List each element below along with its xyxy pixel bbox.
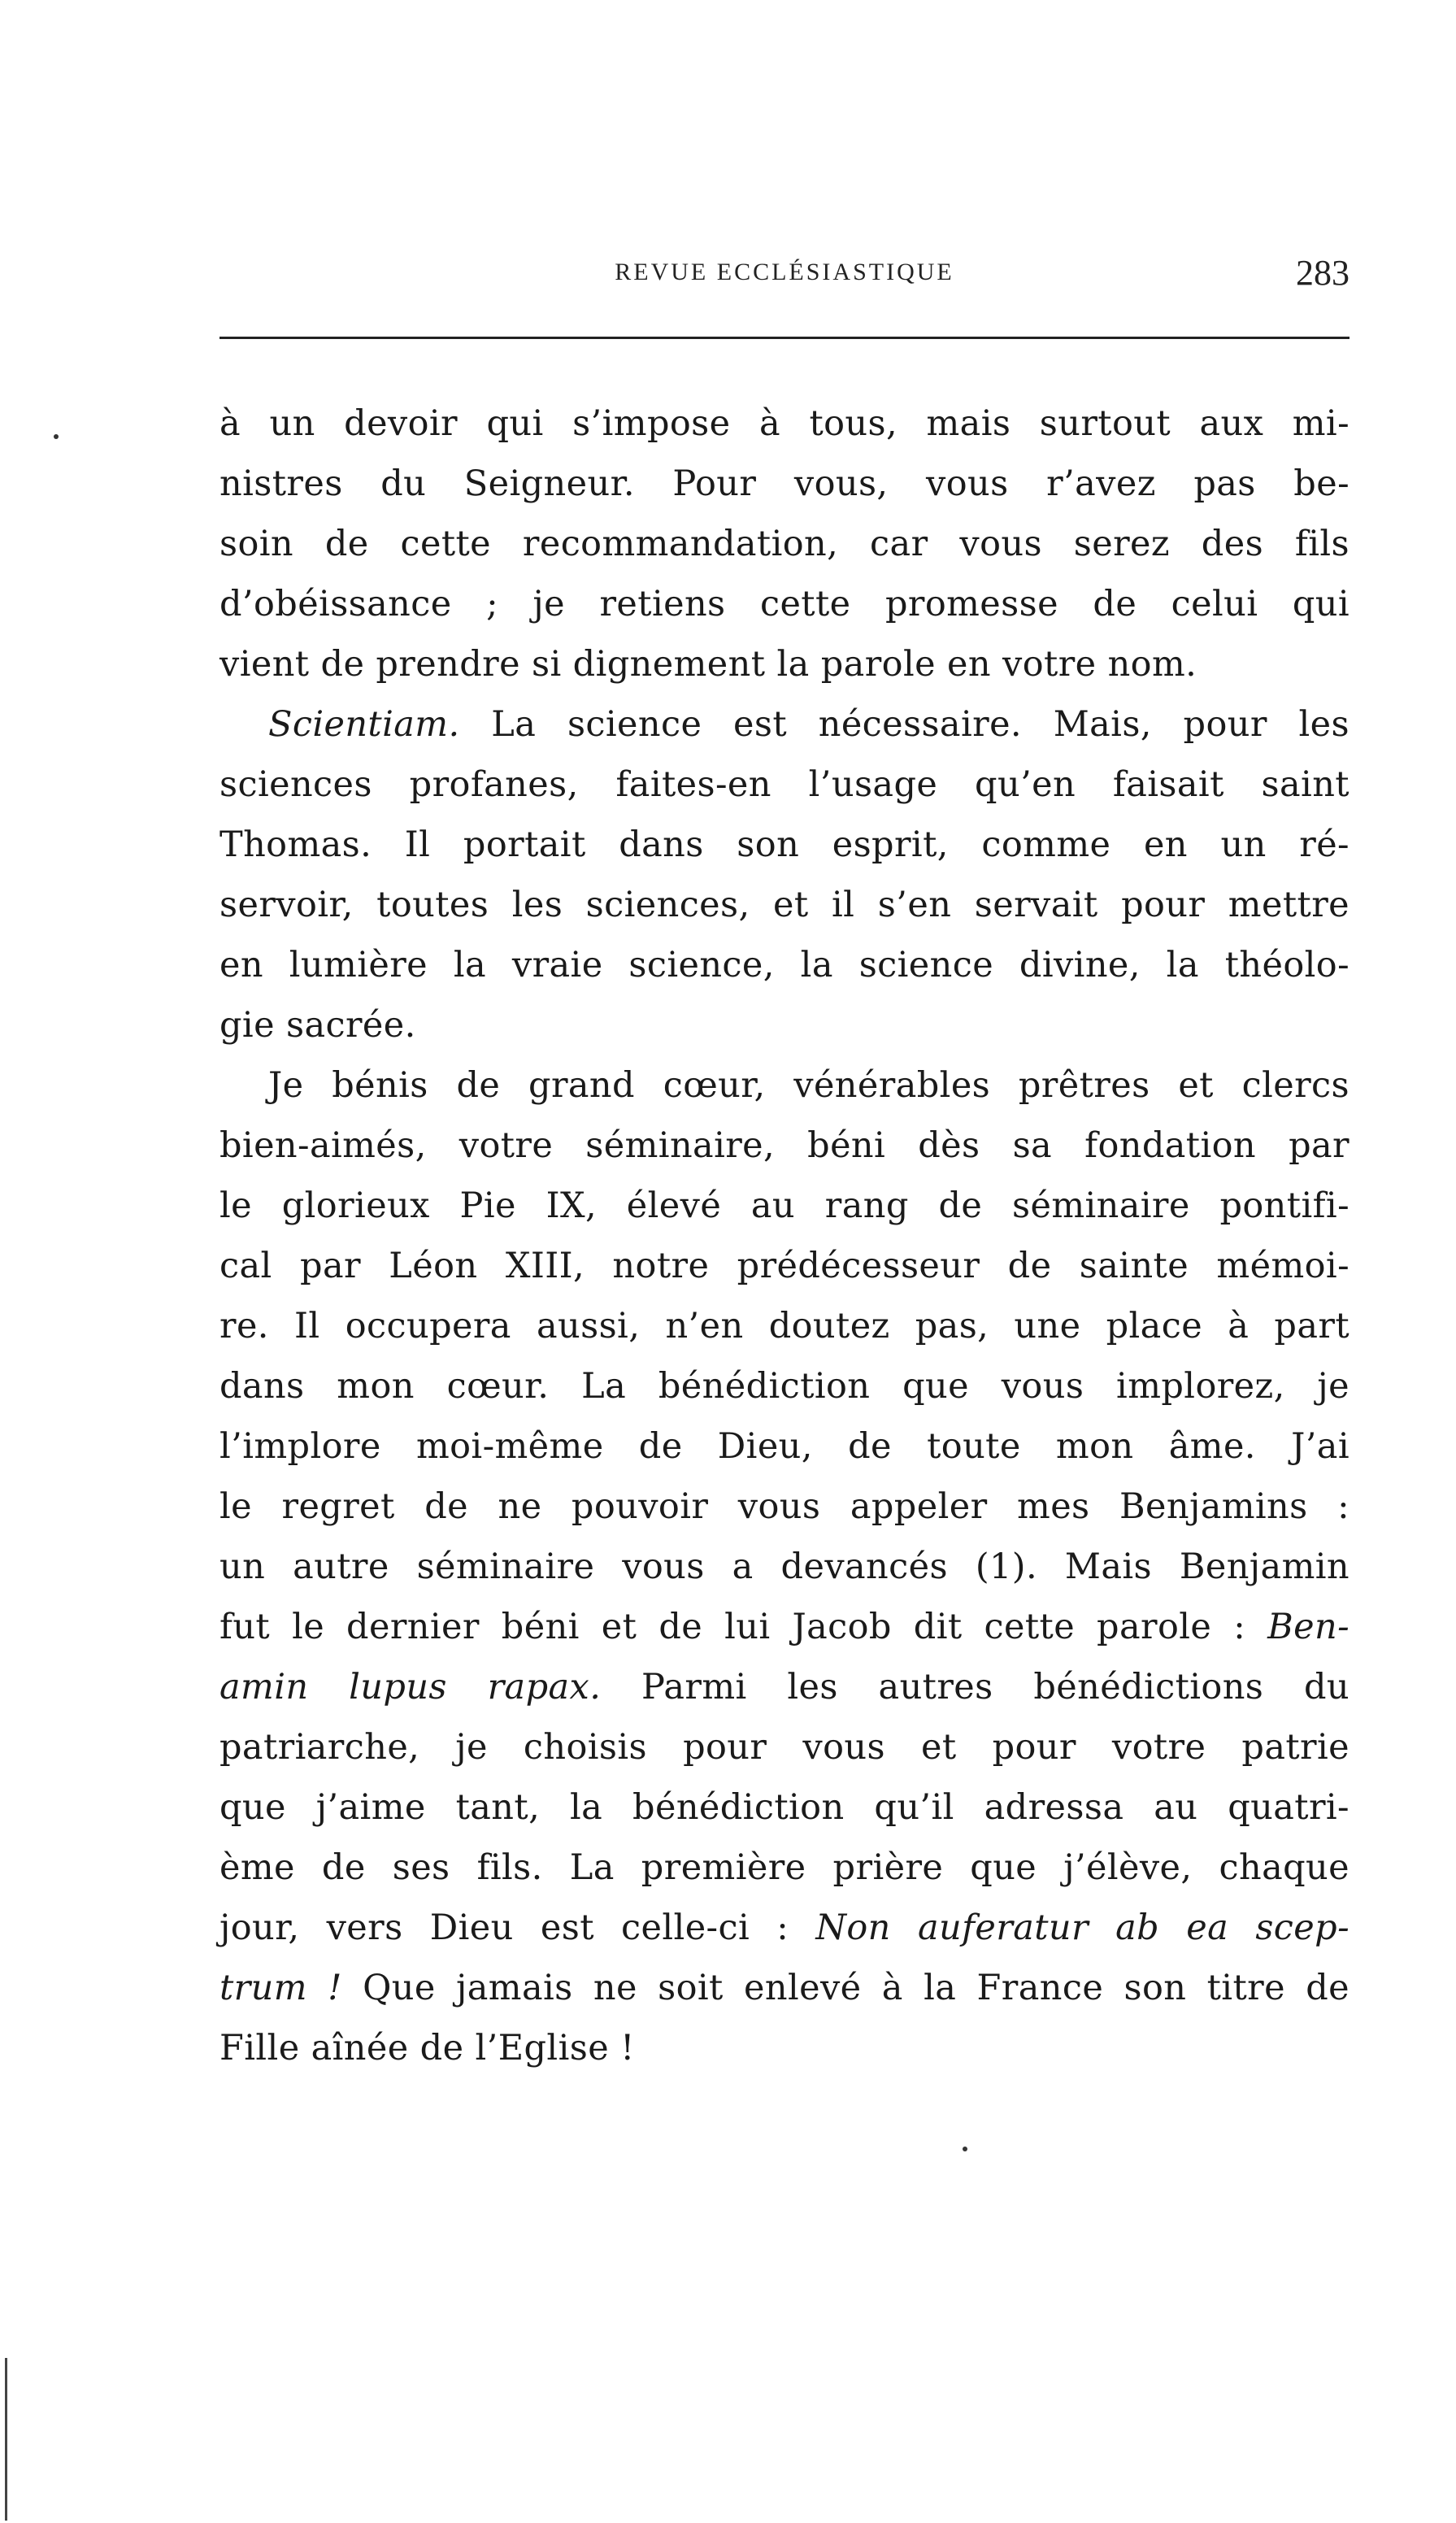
text-line: le regret de ne pouvoir vous appeler mes Benjamins : [219, 1486, 1350, 1527]
text-line: servoir, toutes les sciences, et il s’en servait pour mettre [219, 885, 1350, 925]
latin-term: amin lupus rapax. [219, 1667, 602, 1707]
header-rule [219, 337, 1350, 339]
text-line: Je bénis de grand cœur, vénérables prêtres et clercs [268, 1065, 1350, 1106]
text-line: ème de ses fils. La première prière que j’élève, chaque [219, 1847, 1350, 1888]
text-line: bien-aimés, votre séminaire, béni dès sa fondation par [219, 1125, 1350, 1166]
text-line: d’obéissance ; je retiens cette promesse de celui qui [219, 584, 1350, 624]
latin-term: Non auferatur ab ea scep- [815, 1907, 1350, 1948]
text-line: patriarche, je choisis pour vous et pour votre patrie [219, 1727, 1350, 1768]
margin-speck [54, 434, 59, 439]
margin-speck [963, 2147, 967, 2151]
text-line: Fille aînée de l’Eglise ! [219, 2028, 635, 2068]
text-line: nistres du Seigneur. Pour vous, vous r’avez pas be- [219, 463, 1350, 504]
text-line: soin de cette recommandation, car vous serez des fils [219, 524, 1350, 564]
text-line: cal par Léon XIII, notre prédécesseur de sainte mémoi- [219, 1246, 1350, 1286]
scan-edge-mark [5, 2358, 7, 2521]
body-text [219, 394, 1350, 2078]
text-line: dans mon cœur. La bénédiction que vous implorez, je [219, 1366, 1350, 1407]
latin-term: Ben- [1267, 1607, 1350, 1647]
text-line: sciences profanes, faites-en l’usage qu’en faisait saint [219, 764, 1350, 805]
text-line: l’implore moi-même de Dieu, de toute mon âme. J’ai [219, 1426, 1350, 1467]
text-line: le glorieux Pie IX, élevé au rang de séminaire pontifi- [219, 1185, 1350, 1226]
text-line: que j’aime tant, la bénédiction qu’il adressa au quatri- [219, 1787, 1350, 1828]
text-line: Scientiam. La science est nécessaire. Mais, pour les [268, 704, 1350, 745]
latin-term: Scientiam. [268, 704, 460, 745]
text-line: re. Il occupera aussi, n’en doutez pas, une place à part [219, 1306, 1350, 1346]
text-line: Thomas. Il portait dans son esprit, comme en un ré- [219, 824, 1350, 865]
text-line: vient de prendre si dignement la parole en votre nom. [219, 644, 1197, 685]
text-line: en lumière la vraie science, la science divine, la théolo- [219, 945, 1350, 985]
text-line: amin lupus rapax. Parmi les autres bénédictions du [219, 1667, 1350, 1707]
text-line: fut le dernier béni et de lui Jacob dit cette parole : Ben- [219, 1607, 1350, 1647]
page-number: 283 [1296, 253, 1350, 293]
text-line: gie sacrée. [219, 1005, 416, 1046]
text-line: jour, vers Dieu est celle-ci : Non auferatur ab ea scep- [219, 1907, 1350, 1948]
text-line: trum ! Que jamais ne soit enlevé à la France son titre de [219, 1968, 1350, 2008]
text-line: à un devoir qui s’impose à tous, mais surtout aux mi- [219, 403, 1350, 444]
running-head [219, 253, 1350, 307]
running-title: REVUE ECCLÉSIASTIQUE [615, 259, 954, 285]
latin-term: trum ! [219, 1968, 342, 2008]
text-line: un autre séminaire vous a devancés (1). Mais Benjamin [219, 1546, 1350, 1587]
